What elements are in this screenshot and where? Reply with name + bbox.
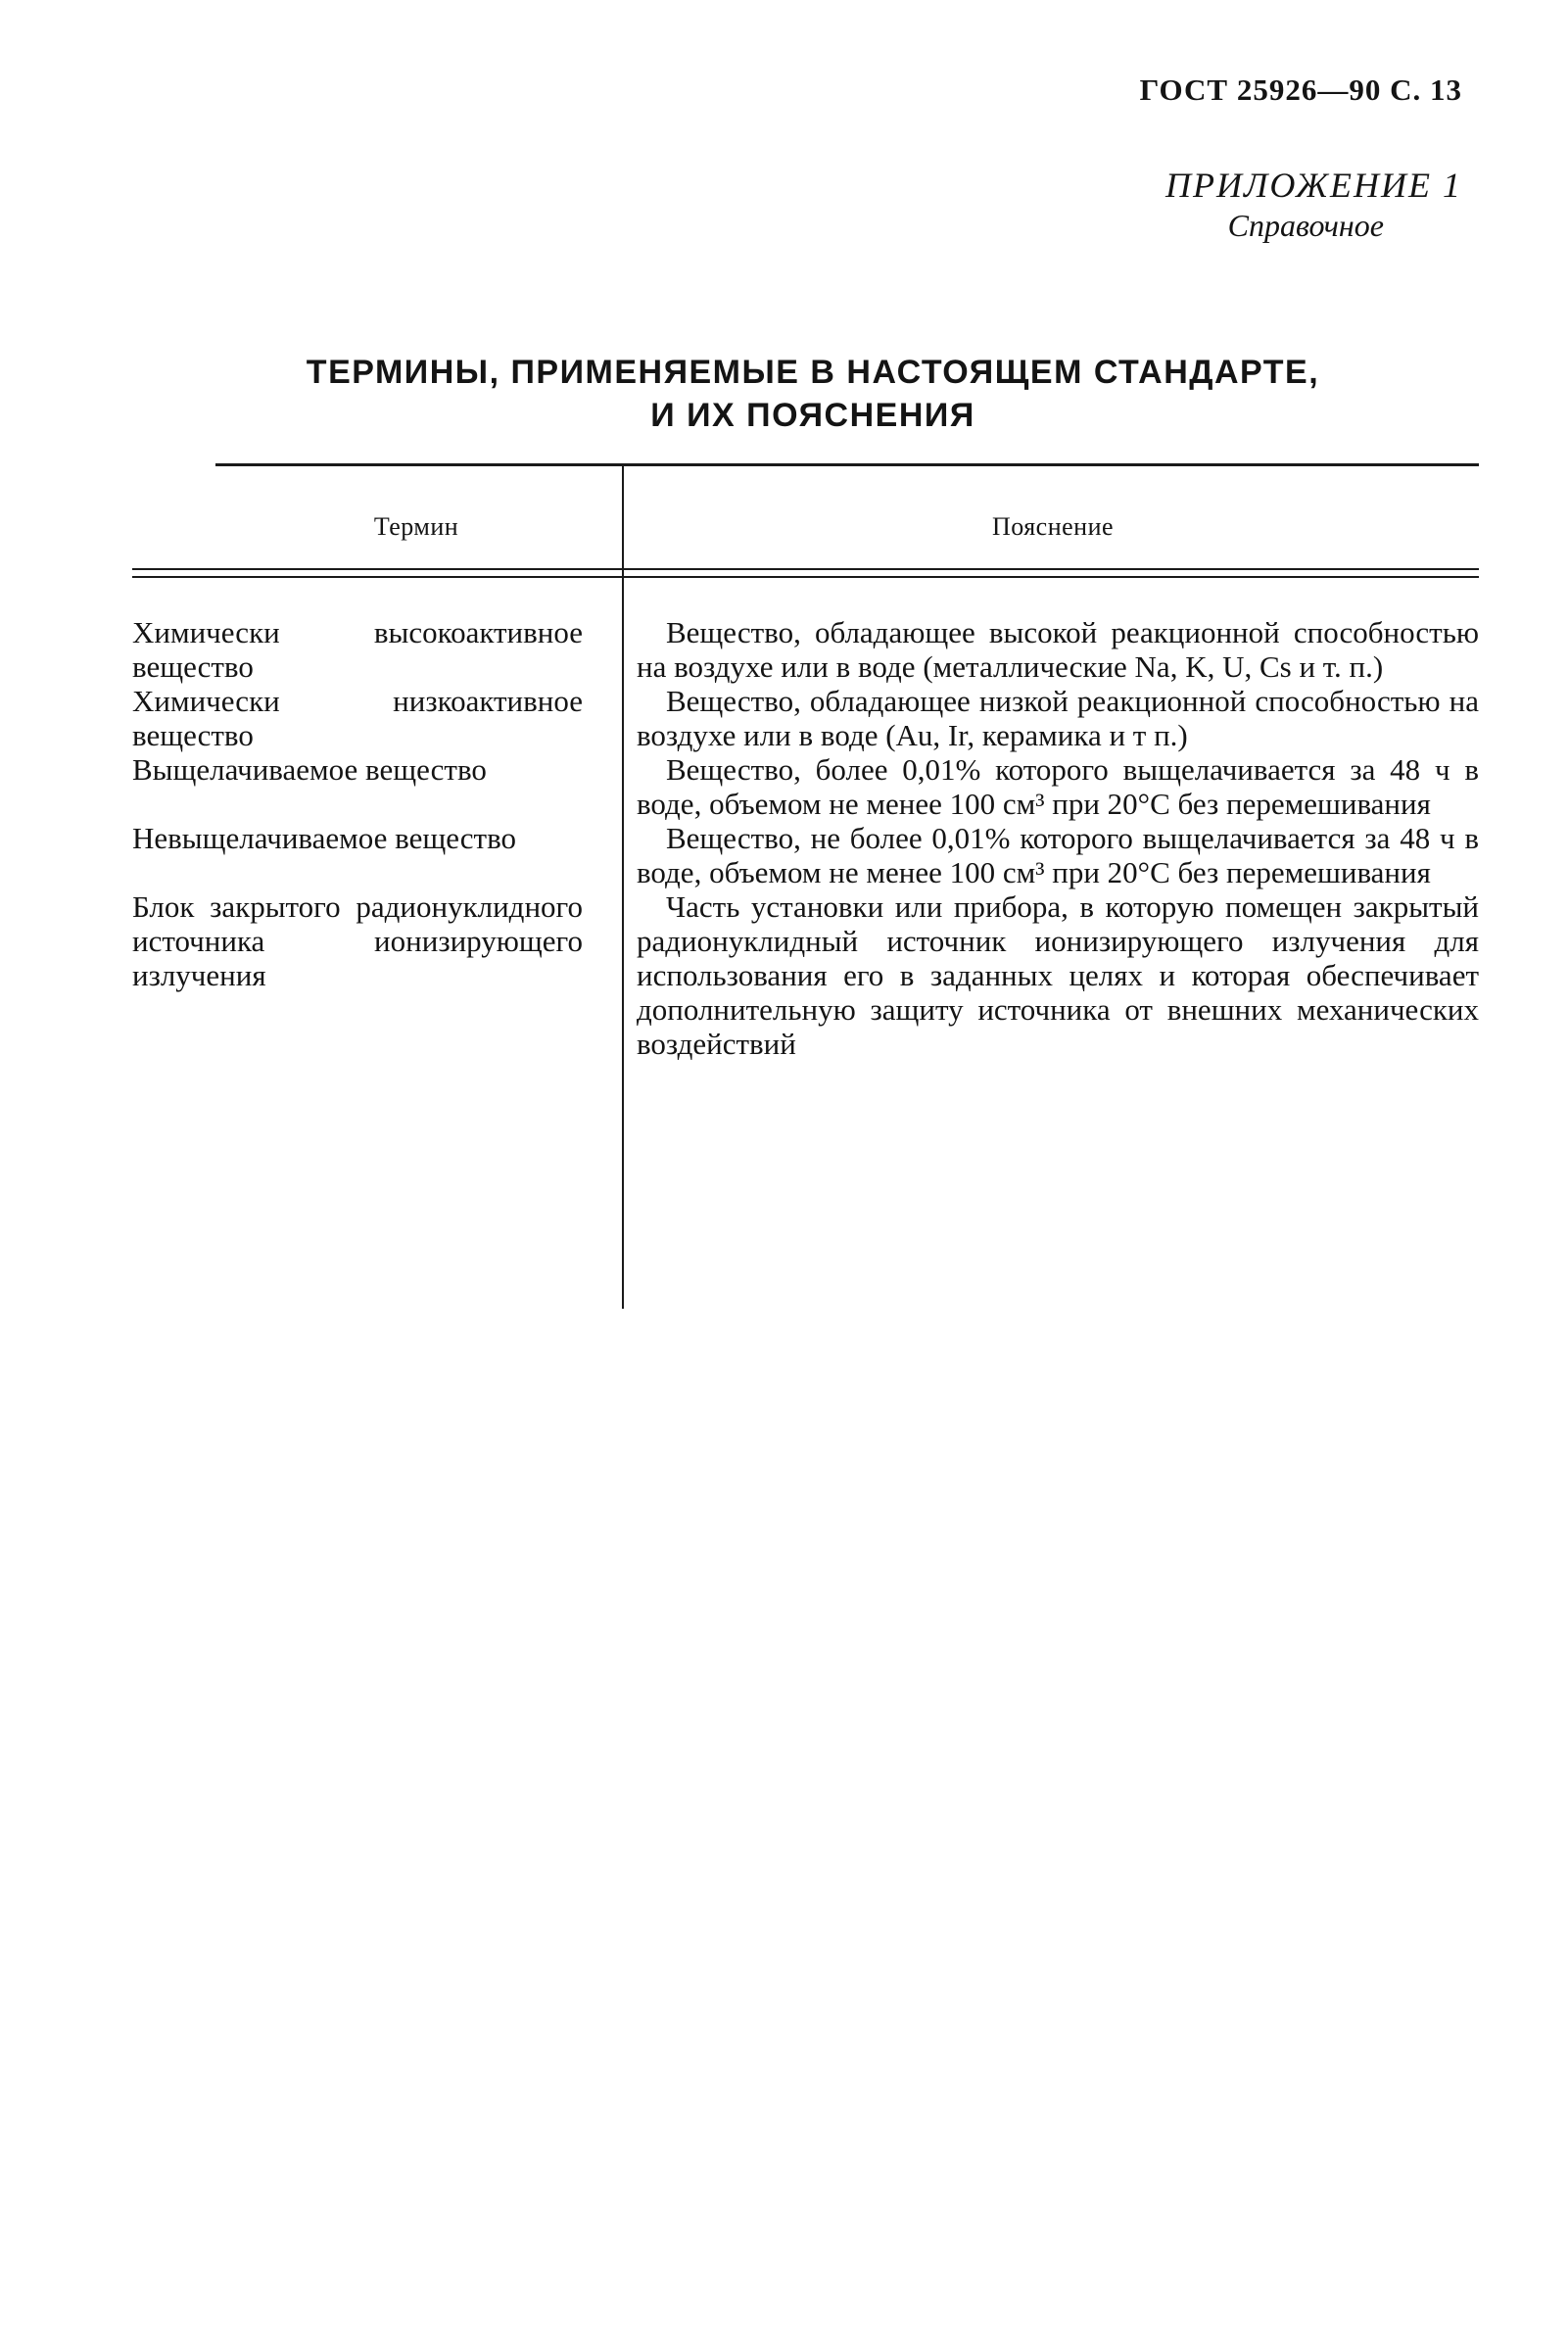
column-header-explanation: Пояснение [991, 512, 1115, 541]
explanation-cell: Вещество, обладающее высокой реакционной способностью на воздухе или в воде (металлические Na, K, U, Cs и т. п.) [637, 615, 1479, 684]
table-row [132, 889, 1484, 1061]
term-cell: Выщелачиваемое вещество [132, 752, 487, 787]
table-row [132, 684, 1484, 752]
term-cell: Химически высокоактивное вещество [132, 615, 583, 684]
explanation-cell: Часть установки или прибора, в которую помещен закрытый радионуклидный источник ионизирующего излучения для использования его в заданных целях и которая обеспечивает дополнительную защиту источника от внешних механических воздействий [637, 889, 1479, 1061]
table-header-rule-double [132, 576, 1479, 578]
table-row [132, 752, 1484, 821]
document-title [196, 351, 1430, 437]
terms-table-body [132, 615, 1484, 1061]
page-header: ГОСТ 25926—90 С. 13 [1139, 72, 1462, 107]
column-header-term: Термин [373, 512, 459, 541]
table-row [132, 615, 1484, 684]
term-cell: Невыщелачиваемое вещество [132, 821, 517, 855]
table-row [132, 821, 1484, 889]
appendix-subtitle: Справочное [1227, 208, 1384, 243]
explanation-cell: Вещество, обладающее низкой реакционной способностью на воздухе или в воде (Au, Ir, керамика и т п.) [637, 684, 1479, 752]
document-title-line-1: ТЕРМИНЫ, ПРИМЕНЯЕМЫЕ В НАСТОЯЩЕМ СТАНДАРТЕ, [306, 354, 1320, 391]
explanation-cell: Вещество, не более 0,01% которого выщелачивается за 48 ч в воде, объемом не менее 100 см³ при 20°С без перемешивания [637, 821, 1479, 889]
appendix-label [1165, 165, 1462, 244]
appendix-title: ПРИЛОЖЕНИЕ 1 [1165, 166, 1462, 205]
explanation-cell: Вещество, более 0,01% которого выщелачивается за 48 ч в воде, объемом не менее 100 см³ при 20°С без перемешивания [637, 752, 1479, 821]
term-cell: Блок закрытого радионуклидного источника ионизирующего излучения [132, 889, 583, 992]
table-top-rule [215, 463, 1479, 466]
document-title-line-2: И ИХ ПОЯСНЕНИЯ [650, 397, 975, 434]
table-header-rule [132, 568, 1479, 570]
term-cell: Химически низкоактивное вещество [132, 684, 583, 752]
